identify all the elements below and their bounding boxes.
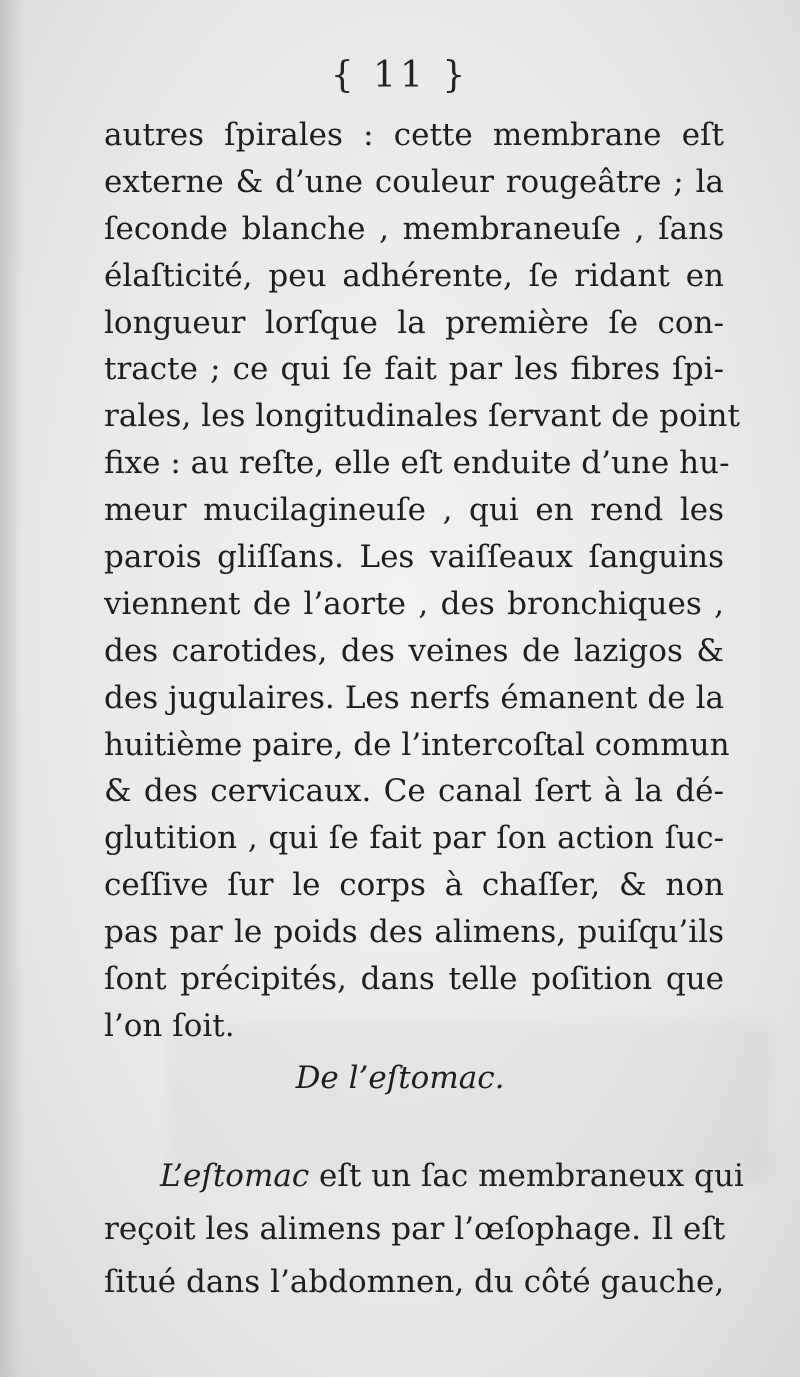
page-gutter-shadow — [0, 0, 22, 1377]
text-line: pas par le poids des alimens, puiſqu’ils — [104, 914, 724, 951]
text-line: des jugulaires. Les nerfs émanent de la — [104, 679, 724, 716]
text-line: externe & d’une couleur rougeâtre ; la — [104, 163, 724, 200]
text-line: autres ſpirales : cette membrane eſt — [104, 117, 724, 153]
text-line — [104, 1150, 744, 1203]
section-heading: De l’eſtomac. — [295, 1060, 505, 1096]
paragraph-1 — [104, 112, 740, 1050]
text-line: huitième paire, de l’intercoſtal commun — [104, 726, 730, 763]
paragraph-2 — [104, 1150, 744, 1309]
text-line: longueur lorſque la première ſe con- — [104, 304, 724, 341]
text-line: ceſſive ſur le corps à chaſſer, & non — [104, 867, 724, 904]
text-line: tracte ; ce qui ſe fait par les fibres ſpi- — [104, 351, 724, 388]
text-line: des carotides, des veines de lazigos & — [104, 632, 724, 669]
text-line: viennent de l’aorte , des bronchiques , — [104, 585, 724, 622]
text-line: rales, les longitudinales ſervant de point — [104, 398, 740, 435]
text-line: glutition , qui ſe fait par ſon action ſuc- — [104, 820, 724, 857]
text-line: ſeconde blanche , membraneuſe , ſans — [104, 210, 724, 247]
text-line: ſitué dans l’abdomnen, du côté gauche, — [104, 1264, 725, 1300]
text-line: reçoit les alimens par l’œſophage. Il eſt — [104, 1211, 726, 1247]
page-number: { 11 } — [330, 55, 470, 96]
text-line: fixe : au reſte, elle eſt enduite d’une hu- — [104, 445, 730, 482]
text-line: & des cervicaux. Ce canal ſert à la dé- — [104, 773, 724, 810]
text-line: ſont précipités, dans telle poſition que — [104, 961, 724, 998]
text-line: parois gliſſans. Les vaiſſeaux ſanguins — [104, 539, 724, 576]
text-line: meur mucilagineuſe , qui en rend les — [104, 492, 724, 529]
text-line: élaſticité, peu adhérente, ſe ridant en — [104, 257, 724, 294]
lead-word: L’eſtomac — [160, 1158, 310, 1194]
text-line: l’on ſoit. — [104, 1007, 235, 1044]
text-span: eſt un ſac membraneux qui — [309, 1158, 744, 1194]
